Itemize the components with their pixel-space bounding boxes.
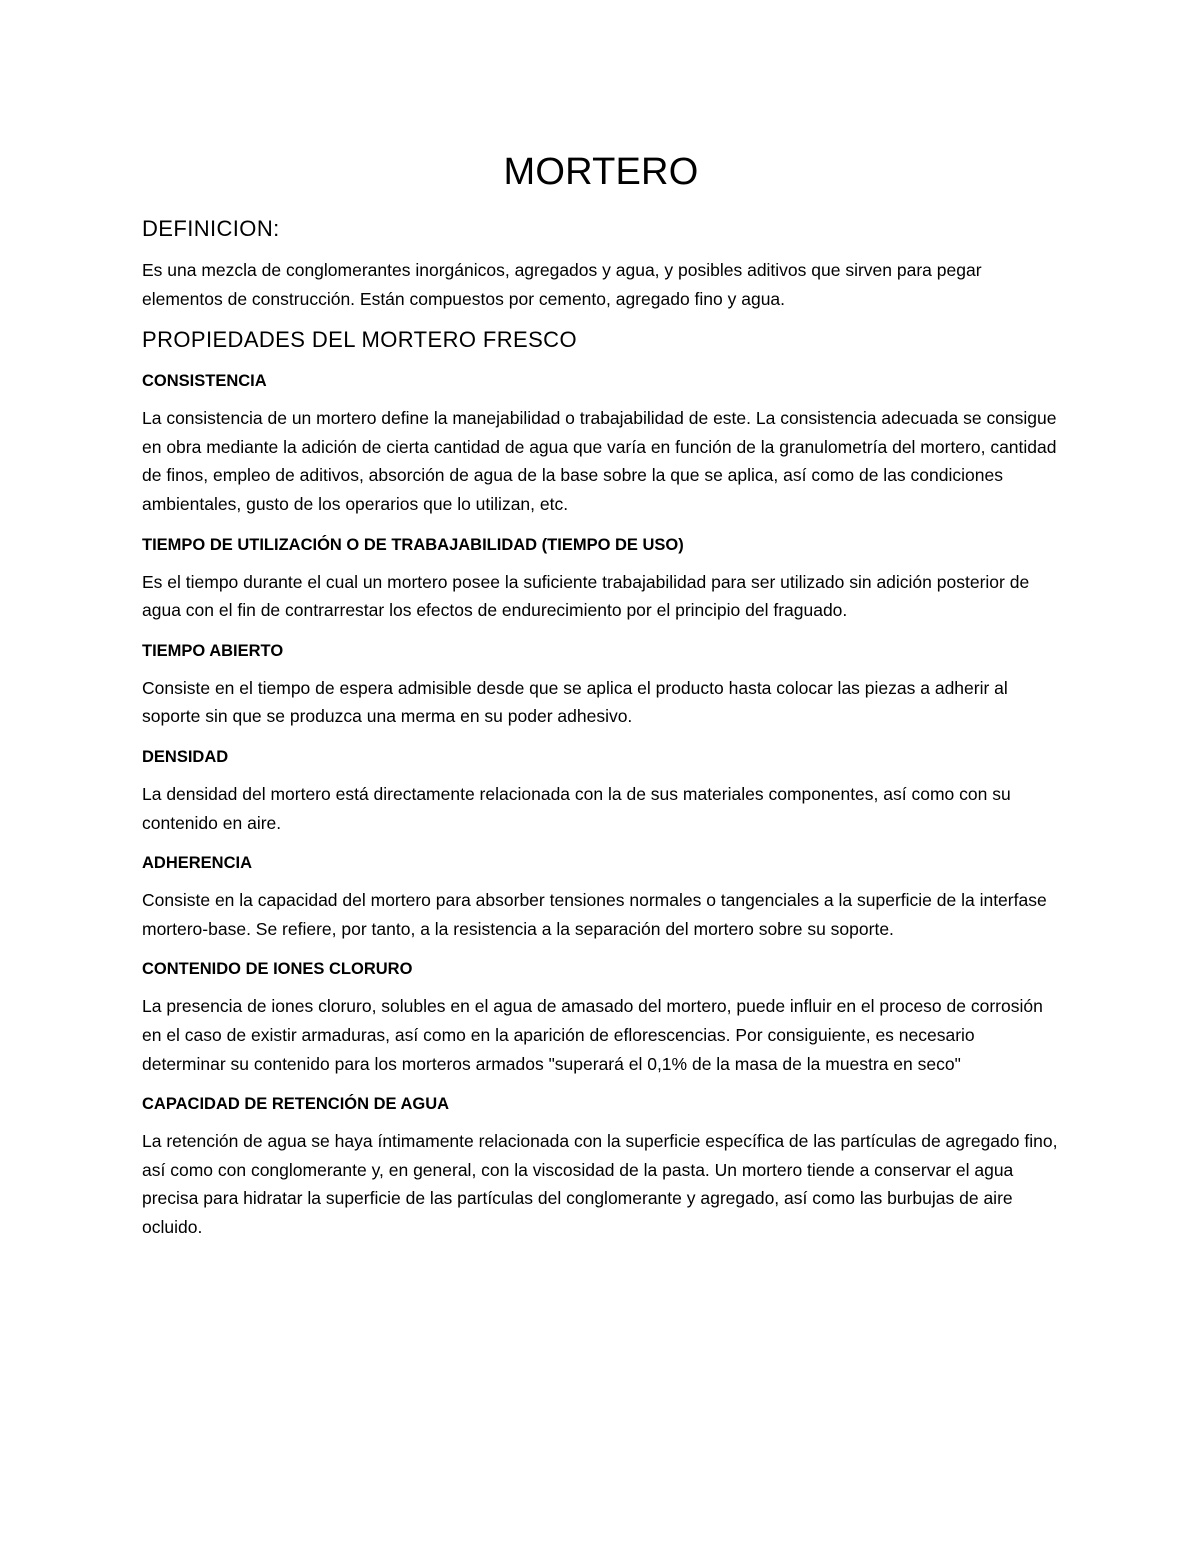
section-title: TIEMPO DE UTILIZACIÓN O DE TRABAJABILIDAD (TIEMPO DE USO) [142, 535, 684, 554]
section-text: Consiste en el tiempo de espera admisible desde que se aplica el producto hasta colocar las piezas a adherir al soporte sin que se produzca una merma en su poder adhesivo. [142, 677, 1008, 727]
section-text: La presencia de iones cloruro, solubles en el agua de amasado del mortero, puede influir en el proceso de corrosión en el caso de existir armaduras, así como en la aparición de eflorescencias. Por consiguiente, es necesario determinar su contenido para los morteros armados "superará el 0,1% de la masa de la muestra en seco" [142, 996, 1043, 1074]
section-title: DENSIDAD [142, 747, 229, 766]
section-densidad [142, 743, 1060, 837]
document-title: MORTERO [503, 151, 699, 193]
section-text: Es el tiempo durante el cual un mortero posee la suficiente trabajabilidad para ser utilizado sin adición posterior de agua con el fin de contrarrestar los efectos de endurecimiento por el principio del fraguado. [142, 571, 1030, 621]
section-tiempo-abierto [142, 637, 1060, 731]
document-content [142, 146, 1060, 1253]
section-consistencia [142, 367, 1060, 518]
section-retencion-agua [142, 1090, 1060, 1241]
definition-text: Es una mezcla de conglomerantes inorgánicos, agregados y agua, y posibles aditivos que sirven para pegar elementos de construcción. Están compuestos por cemento, agregado fino y agua. [142, 260, 982, 309]
fresh-properties-heading: PROPIEDADES DEL MORTERO FRESCO [142, 327, 577, 353]
section-title: CONSISTENCIA [142, 372, 267, 391]
section-text: La consistencia de un mortero define la manejabilidad o trabajabilidad de este. La consistencia adecuada se consigue en obra mediante la adición de cierta cantidad de agua que varía en función de la granulometría del mortero, cantidad de finos, empleo de aditivos, absorción de agua de la base sobre la que se aplica, así como de las condiciones ambientales, gusto de los operarios que lo utilizan, etc. [142, 408, 1057, 514]
definition-heading: DEFINICION: [142, 216, 280, 241]
section-iones-cloruro [142, 955, 1060, 1078]
section-title: TIEMPO ABIERTO [142, 641, 284, 660]
section-text: La densidad del mortero está directamente relacionada con la de sus materiales componentes, así como con su contenido en aire. [142, 783, 1011, 833]
section-text: La retención de agua se haya íntimamente relacionada con la superficie específica de las partículas de agregado fino, así como con conglomerante y, en general, con la viscosidad de la pasta. Un mortero tiende a conservar el agua precisa para hidratar la superficie de las partículas del conglomerante y agregado, así como las burbujas de aire ocluido. [142, 1131, 1058, 1237]
section-title: CONTENIDO DE IONES CLORURO [142, 960, 413, 979]
section-tiempo-de-uso [142, 531, 1060, 625]
section-title: CAPACIDAD DE RETENCIÓN DE AGUA [142, 1095, 450, 1114]
section-title: ADHERENCIA [142, 854, 253, 873]
section-text: Consiste en la capacidad del mortero para absorber tensiones normales o tangenciales a la superficie de la interfase mortero-base. Se refiere, por tanto, a la resistencia a la separación del mortero sobre su soporte. [142, 890, 1047, 939]
section-adherencia [142, 849, 1060, 943]
